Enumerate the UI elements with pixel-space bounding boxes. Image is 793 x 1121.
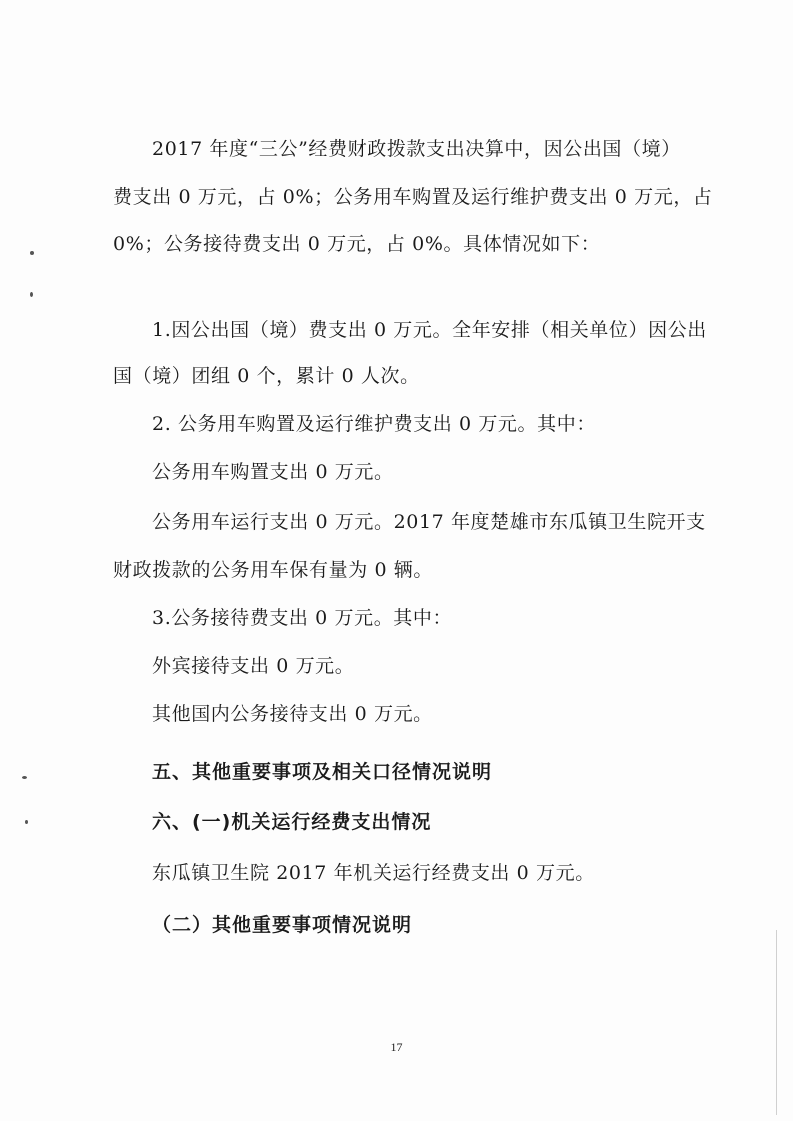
page-number: 17 bbox=[390, 1040, 403, 1054]
scan-speck bbox=[30, 292, 33, 297]
paragraph-line: 其他国内公务接待支出 0 万元。 bbox=[152, 703, 433, 725]
paragraph-line: 公务用车运行支出 0 万元。2017 年度楚雄市东瓜镇卫生院开支 bbox=[152, 511, 706, 533]
scan-speck bbox=[25, 820, 28, 824]
section-heading: 五、其他重要事项及相关口径情况说明 bbox=[152, 761, 493, 783]
paragraph-line: 费支出 0 万元，占 0%；公务用车购置及运行维护费支出 0 万元，占 bbox=[113, 186, 713, 208]
paragraph-line: 2. 公务用车购置及运行维护费支出 0 万元。其中： bbox=[152, 413, 596, 435]
paragraph-line: 0%；公务接待费支出 0 万元，占 0%。具体情况如下： bbox=[113, 233, 601, 255]
scan-speck bbox=[22, 776, 27, 779]
scan-speck bbox=[30, 251, 34, 255]
paragraph-line: 2017 年度“三公”经费财政拨款支出决算中，因公出国（境） bbox=[152, 138, 681, 160]
paragraph-line: 公务用车购置支出 0 万元。 bbox=[152, 461, 394, 483]
scan-edge-line bbox=[776, 930, 777, 1115]
paragraph-line: 外宾接待支出 0 万元。 bbox=[152, 655, 355, 677]
section-heading: （二）其他重要事项情况说明 bbox=[152, 914, 413, 936]
paragraph-line: 1.因公出国（境）费支出 0 万元。全年安排（相关单位）因公出 bbox=[152, 319, 707, 341]
paragraph-line: 财政拨款的公务用车保有量为 0 辆。 bbox=[113, 559, 433, 581]
paragraph-line: 东瓜镇卫生院 2017 年机关运行经费支出 0 万元。 bbox=[152, 862, 595, 884]
paragraph-line: 国（境）团组 0 个，累计 0 人次。 bbox=[113, 365, 420, 387]
section-heading: 六、(一)机关运行经费支出情况 bbox=[152, 811, 432, 833]
paragraph-line: 3.公务接待费支出 0 万元。其中： bbox=[152, 607, 453, 629]
